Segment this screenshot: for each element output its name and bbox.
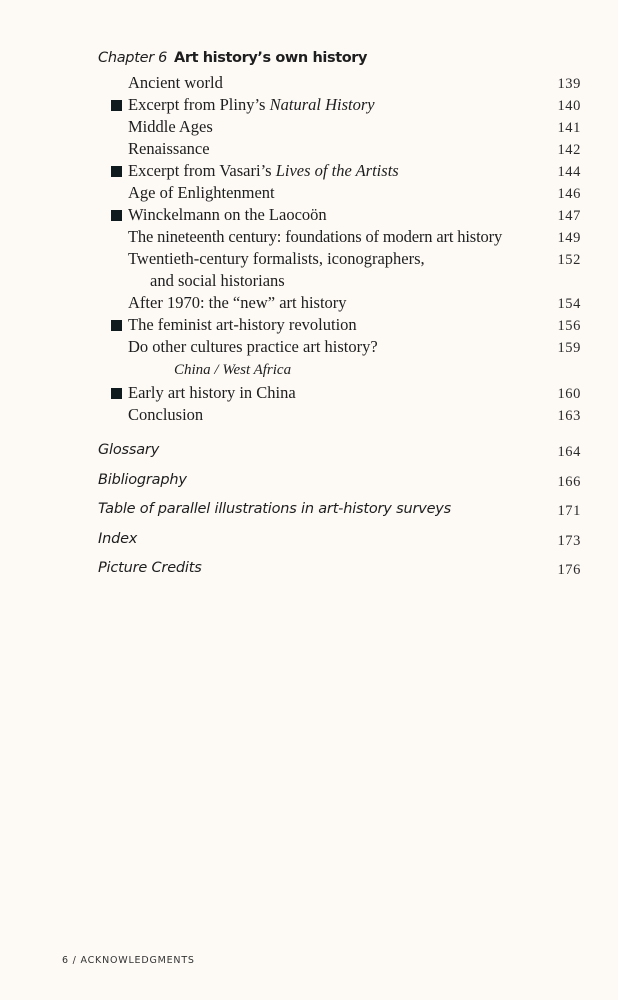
entry-title: Age of Enlightenment: [128, 183, 275, 202]
back-matter-title: Glossary: [98, 442, 160, 458]
page-number: 141: [557, 120, 581, 136]
toc-entry: [0, 73, 618, 95]
back-matter-title: Picture Credits: [98, 560, 202, 576]
toc-entry-continuation: [0, 271, 618, 293]
toc-entry: [0, 183, 618, 205]
back-matter-entry: [0, 442, 618, 464]
page-number: 144: [557, 164, 581, 180]
toc-entry: [0, 315, 618, 337]
back-matter-title: Table of parallel illustrations in art-history surveys: [98, 501, 452, 517]
toc-subentry: [0, 362, 618, 384]
page-number: 156: [557, 318, 581, 334]
page-number: 160: [557, 386, 581, 402]
entry-title: Excerpt from Vasari’s Lives of the Artists: [128, 161, 399, 180]
chapter-heading: [0, 50, 618, 72]
toc-entry: [0, 249, 618, 271]
entry-title: The feminist art-history revolution: [128, 315, 357, 334]
page-number: 164: [557, 444, 581, 460]
page-number: 142: [557, 142, 581, 158]
entry-title: After 1970: the “new” art history: [128, 293, 347, 312]
toc-entry: [0, 205, 618, 227]
square-bullet-icon: [111, 388, 122, 399]
back-matter-entry: [0, 501, 618, 523]
page-number: 171: [557, 503, 581, 519]
square-bullet-icon: [111, 100, 122, 111]
page-number: 159: [557, 340, 581, 356]
entry-title: Twentieth-century formalists, iconographers,: [128, 249, 425, 268]
page-number: 147: [557, 208, 581, 224]
toc-entry: [0, 161, 618, 183]
entry-title: Early art history in China: [128, 383, 296, 402]
page-number: 163: [557, 408, 581, 424]
page-number: 152: [557, 252, 581, 268]
toc-entry: [0, 337, 618, 359]
toc-entry: [0, 227, 618, 249]
toc-entry: [0, 95, 618, 117]
square-bullet-icon: [111, 166, 122, 177]
square-bullet-icon: [111, 320, 122, 331]
page-number: 140: [557, 98, 581, 114]
entry-title: Do other cultures practice art history?: [128, 337, 378, 356]
page-number: 173: [557, 533, 581, 549]
page-number: 166: [557, 474, 581, 490]
back-matter-title: Bibliography: [98, 472, 187, 488]
toc-entry: [0, 139, 618, 161]
back-matter-entry: [0, 560, 618, 582]
page-number: 154: [557, 296, 581, 312]
back-matter-entry: [0, 472, 618, 494]
back-matter-entry: [0, 531, 618, 553]
entry-title: Winckelmann on the Laocoön: [128, 205, 327, 224]
entry-title-continued: and social historians: [150, 271, 285, 290]
entry-title: Ancient world: [128, 73, 223, 92]
page-number: 139: [557, 76, 581, 92]
subentry-title: China / West Africa: [174, 362, 292, 378]
chapter-label: Chapter 6: [98, 50, 168, 66]
square-bullet-icon: [111, 210, 122, 221]
chapter-title: Art history’s own history: [174, 50, 368, 66]
page-number: 146: [557, 186, 581, 202]
toc-entry: [0, 405, 618, 427]
entry-title: Renaissance: [128, 139, 210, 158]
toc-entry: [0, 383, 618, 405]
running-footer: 6 / ACKNOWLEDGMENTS: [62, 955, 195, 966]
page-number: 149: [557, 230, 581, 246]
entry-title: Middle Ages: [128, 117, 213, 136]
entry-title: Excerpt from Pliny’s Natural History: [128, 95, 375, 114]
entry-title: Conclusion: [128, 405, 204, 424]
toc-entry: [0, 293, 618, 315]
toc-entry: [0, 117, 618, 139]
back-matter-title: Index: [98, 531, 138, 547]
page-number: 176: [557, 562, 581, 578]
entry-title: The nineteenth century: foundations of modern art history: [128, 227, 503, 246]
